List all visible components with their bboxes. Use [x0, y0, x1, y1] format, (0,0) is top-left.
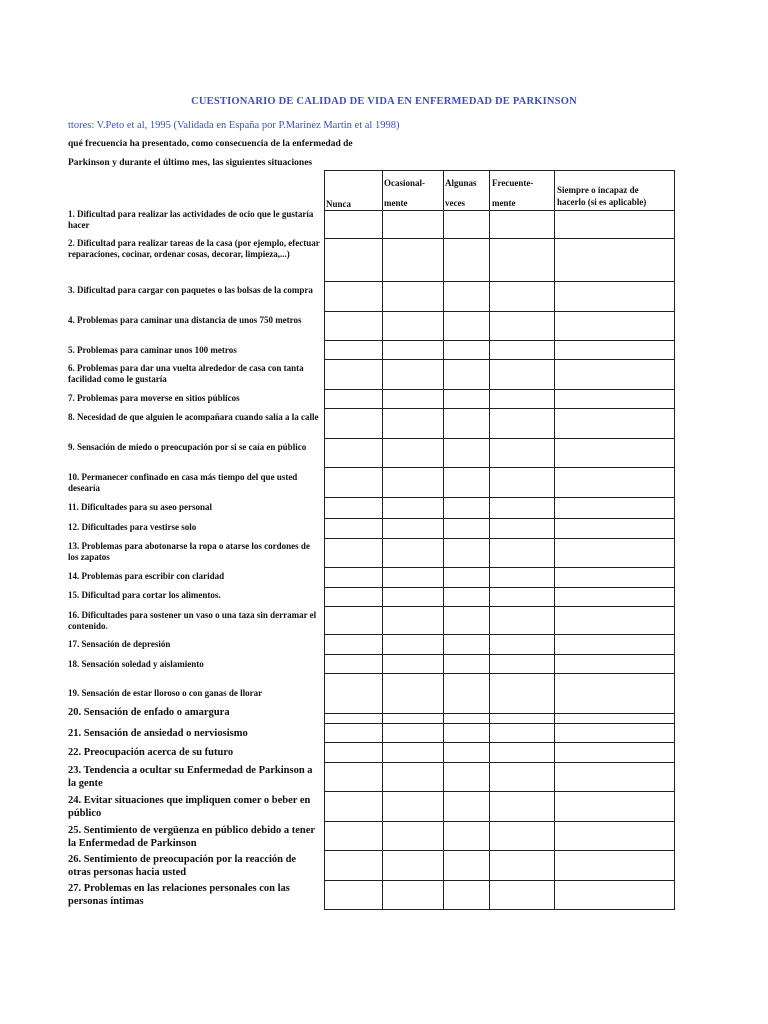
column-header-line2: mente: [492, 198, 516, 208]
answer-cell[interactable]: [325, 468, 381, 497]
answer-cell[interactable]: [383, 635, 442, 654]
answer-cell[interactable]: [490, 607, 553, 634]
answer-cell[interactable]: [325, 282, 381, 311]
answer-cell[interactable]: [325, 674, 381, 713]
answer-cell[interactable]: [555, 439, 674, 467]
question-label: 24. Evitar situaciones que impliquen comer o beber en público: [68, 795, 311, 819]
answer-cell[interactable]: [325, 792, 381, 821]
question-label: 10. Permanecer confinado en casa más tiempo del que usted desearía: [68, 472, 298, 493]
answer-cell[interactable]: [490, 635, 553, 654]
answer-cell[interactable]: [555, 822, 674, 850]
question-label: 20. Sensación de enfado o amargura: [68, 707, 230, 718]
answer-cell[interactable]: [555, 655, 674, 673]
answer-cell[interactable]: [325, 539, 381, 567]
answer-cell[interactable]: [383, 822, 442, 850]
question-label: 15. Dificultad para cortar los alimentos.: [68, 590, 221, 600]
answer-cell[interactable]: [325, 568, 381, 587]
answer-cell[interactable]: [444, 341, 488, 359]
answer-cell[interactable]: [444, 714, 488, 723]
answer-cell[interactable]: [383, 519, 442, 538]
answer-cell[interactable]: [383, 568, 442, 587]
answer-cell[interactable]: [325, 211, 381, 238]
answer-cell[interactable]: [383, 239, 442, 281]
answer-cell[interactable]: [555, 282, 674, 311]
answer-cell[interactable]: [490, 568, 553, 587]
answer-cell[interactable]: [383, 498, 442, 518]
answer-cell[interactable]: [325, 607, 381, 634]
answer-cell[interactable]: [383, 763, 442, 791]
answer-cell[interactable]: [383, 360, 442, 389]
answer-cell[interactable]: [383, 881, 442, 909]
answer-cell[interactable]: [490, 655, 553, 673]
answer-cell[interactable]: [383, 607, 442, 634]
answer-cell[interactable]: [555, 360, 674, 389]
answer-cell[interactable]: [555, 763, 674, 791]
page-title: CUESTIONARIO DE CALIDAD DE VIDA EN ENFERMEDAD DE PARKINSON: [191, 96, 577, 107]
answer-cell[interactable]: [490, 468, 553, 497]
answer-cell[interactable]: [490, 211, 553, 238]
answer-cell[interactable]: [383, 390, 442, 408]
answer-cell[interactable]: [555, 724, 674, 742]
answer-cell[interactable]: [383, 655, 442, 673]
answer-cell[interactable]: [490, 239, 553, 281]
answer-cell[interactable]: [444, 360, 488, 389]
response-grid: [324, 170, 675, 909]
answer-cell[interactable]: [444, 390, 488, 408]
answer-cell[interactable]: [555, 674, 674, 713]
answer-cell[interactable]: [325, 655, 381, 673]
question-label: 1. Dificultad para realizar las actividades de ocio que le gustaría hacer: [68, 209, 314, 230]
question-label: 4. Problemas para caminar una distancia de unos 750 metros: [68, 315, 302, 325]
answer-cell[interactable]: [555, 743, 674, 762]
answer-cell[interactable]: [325, 312, 381, 340]
answer-cell[interactable]: [444, 282, 488, 311]
answer-cell[interactable]: [383, 468, 442, 497]
answer-cell[interactable]: [490, 519, 553, 538]
answer-cell[interactable]: [490, 539, 553, 567]
answer-cell[interactable]: [383, 714, 442, 723]
question-label: 11. Dificultades para su aseo personal: [68, 502, 213, 512]
question-label: 12. Dificultades para vestirse solo: [68, 522, 197, 532]
answer-cell[interactable]: [325, 390, 381, 408]
answer-cell[interactable]: [383, 439, 442, 467]
column-header-line2: veces: [445, 198, 465, 208]
question-label: 25. Sentimiento de vergüenza en público debido a tener la Enfermedad de Parkinson: [68, 825, 315, 849]
question-label: 16. Dificultades para sostener un vaso o una taza sin derramar el contenido.: [68, 610, 317, 631]
answer-cell[interactable]: [555, 881, 674, 909]
intro-line-1: qué frecuencia ha presentado, como consecuencia de la enfermedad de: [68, 139, 353, 149]
column-header-line1: Ocasional-: [384, 178, 426, 188]
answer-cell[interactable]: [444, 588, 488, 606]
answer-cell[interactable]: [444, 409, 488, 438]
answer-cell[interactable]: [555, 390, 674, 408]
column-header-line2: mente: [384, 198, 408, 208]
answer-cell[interactable]: [325, 341, 381, 359]
answer-cell[interactable]: [444, 792, 488, 821]
answer-cell[interactable]: [490, 851, 553, 880]
answer-cell[interactable]: [555, 519, 674, 538]
answer-cell[interactable]: [555, 312, 674, 340]
answer-cell[interactable]: [383, 851, 442, 880]
intro-line-2: Parkinson y durante el último mes, las siguientes situaciones: [68, 158, 313, 168]
answer-cell[interactable]: [325, 498, 381, 518]
answer-cell[interactable]: [444, 881, 488, 909]
answer-cell[interactable]: [383, 282, 442, 311]
answer-cell[interactable]: [490, 822, 553, 850]
answer-cell[interactable]: [383, 724, 442, 742]
answer-cell[interactable]: [444, 822, 488, 850]
answer-cell[interactable]: [444, 568, 488, 587]
answer-cell[interactable]: [325, 360, 381, 389]
answer-cell[interactable]: [490, 724, 553, 742]
row-divider: [324, 909, 675, 910]
answer-cell[interactable]: [444, 439, 488, 467]
question-label: 3. Dificultad para cargar con paquetes o las bolsas de la compra: [68, 285, 313, 295]
column-header-line1: Siempre o incapaz de: [557, 185, 639, 195]
answer-cell[interactable]: [325, 822, 381, 850]
answer-cell[interactable]: [444, 655, 488, 673]
question-label: 17. Sensación de depresión: [68, 639, 171, 649]
answer-cell[interactable]: [555, 239, 674, 281]
answer-cell[interactable]: [490, 674, 553, 713]
answer-cell[interactable]: [555, 539, 674, 567]
question-label: 5. Problemas para caminar unos 100 metros: [68, 345, 237, 355]
column-header-line1: Algunas: [445, 178, 477, 188]
answer-cell[interactable]: [325, 519, 381, 538]
answer-cell[interactable]: [325, 635, 381, 654]
answer-cell[interactable]: [444, 498, 488, 518]
answer-cell[interactable]: [444, 851, 488, 880]
question-label: 22. Preocupación acerca de su futuro: [68, 747, 234, 758]
answer-cell[interactable]: [383, 674, 442, 713]
question-label: 8. Necesidad de que alguien le acompañara cuando salía a la calle: [68, 412, 319, 422]
answer-cell[interactable]: [490, 763, 553, 791]
answer-cell[interactable]: [555, 211, 674, 238]
answer-cell[interactable]: [444, 519, 488, 538]
answer-cell[interactable]: [325, 714, 381, 723]
answer-cell[interactable]: [444, 724, 488, 742]
answer-cell[interactable]: [555, 568, 674, 587]
question-label: 21. Sensación de ansiedad o nerviosismo: [68, 728, 248, 739]
answer-cell[interactable]: [325, 881, 381, 909]
question-label: 14. Problemas para escribir con claridad: [68, 571, 225, 581]
answer-cell[interactable]: [490, 312, 553, 340]
answer-cell[interactable]: [555, 714, 674, 723]
answer-cell[interactable]: [490, 409, 553, 438]
answer-cell[interactable]: [444, 468, 488, 497]
answer-cell[interactable]: [325, 239, 381, 281]
authors-line: ttores: V.Peto et al, 1995 (Validada en España por P.Marinez Martin et al 1998): [68, 120, 400, 131]
question-label: 2. Dificultad para realizar tareas de la casa (por ejemplo, efectuar reparaciones, cocinar, ordenar cosas, decorar, limpieza,...): [68, 238, 320, 259]
answer-cell[interactable]: [555, 607, 674, 634]
answer-cell[interactable]: [490, 282, 553, 311]
answer-cell[interactable]: [555, 851, 674, 880]
answer-cell[interactable]: [444, 539, 488, 567]
answer-cell[interactable]: [444, 211, 488, 238]
answer-cell[interactable]: [325, 763, 381, 791]
column-header-line1: Frecuente-: [492, 178, 534, 188]
answer-cell[interactable]: [490, 341, 553, 359]
answer-cell[interactable]: [383, 312, 442, 340]
answer-cell[interactable]: [383, 743, 442, 762]
answer-cell[interactable]: [444, 763, 488, 791]
answer-cell[interactable]: [383, 409, 442, 438]
answer-cell[interactable]: [555, 792, 674, 821]
answer-cell[interactable]: [490, 588, 553, 606]
answer-cell[interactable]: [325, 724, 381, 742]
question-label: 26. Sentimiento de preocupación por la reacción de otras personas hacia usted: [68, 854, 297, 878]
answer-cell[interactable]: [490, 881, 553, 909]
answer-cell[interactable]: [555, 635, 674, 654]
answer-cell[interactable]: [555, 341, 674, 359]
answer-cell[interactable]: [383, 211, 442, 238]
question-label: 13. Problemas para abotonarse la ropa o atarse los cordones de los zapatos: [68, 541, 310, 562]
answer-cell[interactable]: [444, 239, 488, 281]
question-label: 18. Sensación soledad y aislamiento: [68, 659, 204, 669]
answer-cell[interactable]: [383, 588, 442, 606]
answer-cell[interactable]: [383, 792, 442, 821]
answer-cell[interactable]: [444, 743, 488, 762]
answer-cell[interactable]: [444, 607, 488, 634]
answer-cell[interactable]: [325, 409, 381, 438]
answer-cell[interactable]: [444, 312, 488, 340]
answer-cell[interactable]: [325, 439, 381, 467]
answer-cell[interactable]: [325, 743, 381, 762]
column-header-line2: hacerlo (si es aplicable): [557, 197, 647, 207]
answer-cell[interactable]: [325, 851, 381, 880]
answer-cell[interactable]: [490, 390, 553, 408]
answer-cell[interactable]: [383, 341, 442, 359]
question-label: 9. Sensación de miedo o preocupación por si se caía en público: [68, 442, 307, 452]
answer-cell[interactable]: [444, 674, 488, 713]
answer-cell[interactable]: [490, 498, 553, 518]
question-label: 6. Problemas para dar una vuelta alrededor de casa con tanta facilidad como le gustaría: [68, 363, 304, 384]
question-label: 23. Tendencia a ocultar su Enfermedad de Parkinson a la gente: [68, 765, 313, 789]
answer-cell[interactable]: [555, 498, 674, 518]
answer-cell[interactable]: [490, 360, 553, 389]
answer-cell[interactable]: [490, 714, 553, 723]
question-label: 19. Sensación de estar lloroso o con ganas de llorar: [68, 688, 263, 698]
answer-cell[interactable]: [490, 439, 553, 467]
answer-cell[interactable]: [490, 743, 553, 762]
answer-cell[interactable]: [325, 588, 381, 606]
answer-cell[interactable]: [555, 468, 674, 497]
answer-cell[interactable]: [555, 588, 674, 606]
question-label: 27. Problemas en las relaciones personales con las personas íntimas: [68, 883, 290, 907]
row-divider: [324, 170, 675, 171]
question-label: 7. Problemas para moverse en sitios públicos: [68, 393, 240, 403]
answer-cell[interactable]: [490, 792, 553, 821]
answer-cell[interactable]: [555, 409, 674, 438]
column-header-line2: Nunca: [326, 199, 352, 209]
answer-cell[interactable]: [444, 635, 488, 654]
answer-cell[interactable]: [383, 539, 442, 567]
